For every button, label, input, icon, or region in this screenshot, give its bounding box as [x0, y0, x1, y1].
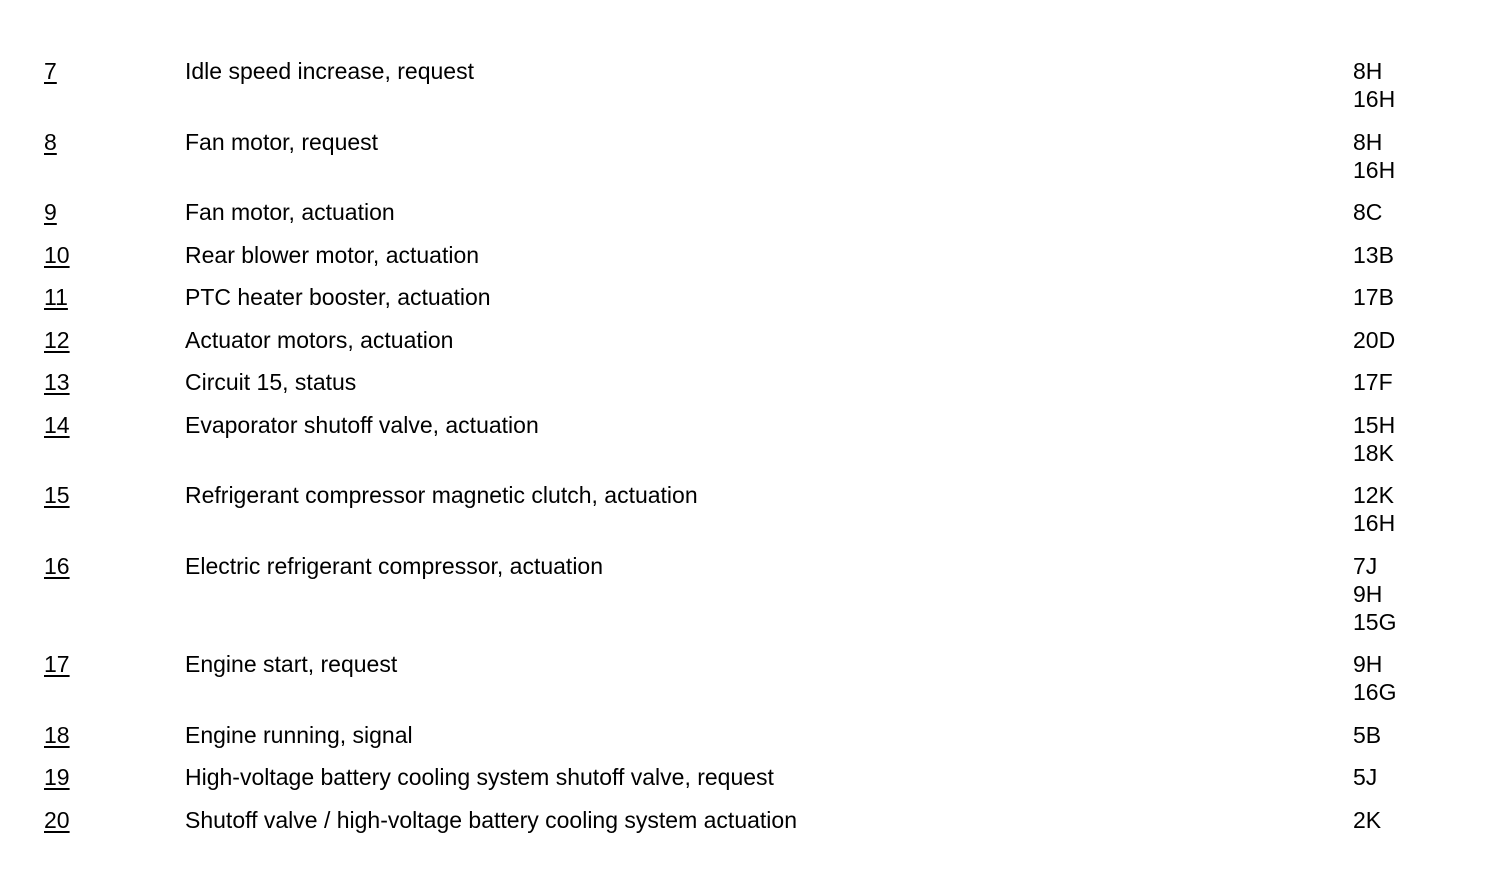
row-grid-references — [1353, 481, 1395, 537]
row-description: Idle speed increase, request — [185, 58, 474, 84]
row-number-cell — [0, 283, 185, 311]
grid-reference: 15G — [1353, 608, 1397, 635]
grid-reference: 9H — [1353, 651, 1383, 677]
row-number-cell — [0, 650, 185, 678]
row-description: Engine running, signal — [185, 721, 413, 748]
row-number-cell — [0, 57, 185, 85]
row-number-cell — [0, 721, 185, 749]
row-description: Circuit 15, status — [185, 369, 357, 395]
row-number-link[interactable]: 10 — [44, 241, 70, 268]
row-number-cell — [0, 806, 185, 834]
grid-reference: 17F — [1353, 369, 1393, 395]
row-description: Fan motor, actuation — [185, 199, 395, 225]
grid-reference: 13B — [1353, 241, 1394, 268]
grid-reference: 16H — [1353, 86, 1396, 112]
grid-reference: 18K — [1353, 439, 1394, 466]
row-number-link[interactable]: 15 — [44, 482, 70, 508]
table-row — [0, 650, 1504, 706]
legend-table — [0, 57, 1504, 848]
row-number-link[interactable]: 14 — [44, 411, 70, 438]
row-number-link[interactable]: 19 — [44, 764, 70, 790]
row-description: Engine start, request — [185, 651, 398, 677]
table-row — [0, 552, 1504, 636]
row-grid-references — [1353, 198, 1382, 226]
row-number-cell — [0, 198, 185, 226]
row-number-cell — [0, 128, 185, 156]
table-row — [0, 721, 1504, 749]
grid-reference: 8C — [1353, 199, 1383, 225]
table-row — [0, 326, 1504, 354]
table-row — [0, 57, 1504, 113]
table-row — [0, 368, 1504, 396]
row-number-cell — [0, 552, 185, 580]
row-number-cell — [0, 241, 185, 269]
row-description: PTC heater booster, actuation — [185, 284, 491, 310]
row-number-link[interactable]: 18 — [44, 721, 70, 748]
row-number-link[interactable]: 7 — [44, 58, 57, 84]
row-description: Evaporator shutoff valve, actuation — [185, 411, 539, 438]
row-description: Actuator motors, actuation — [185, 326, 454, 353]
row-grid-references — [1353, 128, 1395, 184]
row-number-link[interactable]: 16 — [44, 552, 70, 579]
row-number-cell — [0, 411, 185, 439]
grid-reference: 9H — [1353, 580, 1383, 607]
grid-reference: 7J — [1353, 552, 1378, 579]
row-grid-references — [1353, 721, 1381, 749]
row-number-cell — [0, 763, 185, 791]
grid-reference: 15H — [1353, 411, 1396, 438]
grid-reference: 2K — [1353, 806, 1382, 833]
grid-reference: 5B — [1353, 721, 1382, 748]
table-row — [0, 411, 1504, 467]
row-description: Electric refrigerant compressor, actuation — [185, 552, 604, 579]
table-row — [0, 128, 1504, 184]
row-number-link[interactable]: 20 — [44, 806, 70, 833]
table-row — [0, 241, 1504, 269]
row-description: Shutoff valve / high-voltage battery cooling system actuation — [185, 806, 797, 833]
row-number-link[interactable]: 9 — [44, 199, 57, 225]
row-description: High-voltage battery cooling system shutoff valve, request — [185, 764, 774, 790]
table-row — [0, 806, 1504, 834]
row-description: Refrigerant compressor magnetic clutch, actuation — [185, 482, 698, 508]
row-grid-references — [1353, 650, 1396, 706]
row-grid-references — [1353, 368, 1393, 396]
row-grid-references — [1353, 241, 1394, 269]
grid-reference: 16H — [1353, 510, 1396, 536]
row-grid-references — [1353, 552, 1396, 636]
table-row — [0, 198, 1504, 226]
row-description: Fan motor, request — [185, 128, 379, 155]
grid-reference: 16H — [1353, 156, 1396, 183]
row-number-link[interactable]: 13 — [44, 369, 70, 395]
row-number-link[interactable]: 8 — [44, 128, 57, 155]
row-number-link[interactable]: 11 — [44, 284, 68, 310]
row-number-cell — [0, 481, 185, 509]
row-grid-references — [1353, 411, 1395, 467]
row-grid-references — [1353, 326, 1395, 354]
table-row — [0, 763, 1504, 791]
grid-reference: 20D — [1353, 326, 1396, 353]
row-description: Rear blower motor, actuation — [185, 241, 480, 268]
row-number-link[interactable]: 17 — [44, 651, 70, 677]
table-row — [0, 481, 1504, 537]
row-grid-references — [1353, 57, 1395, 113]
grid-reference: 12K — [1353, 482, 1394, 508]
row-grid-references — [1353, 763, 1377, 791]
table-row — [0, 283, 1504, 311]
grid-reference: 5J — [1353, 764, 1378, 790]
row-number-link[interactable]: 12 — [44, 326, 70, 353]
row-grid-references — [1353, 283, 1394, 311]
row-number-cell — [0, 326, 185, 354]
grid-reference: 16G — [1353, 679, 1397, 705]
row-grid-references — [1353, 806, 1381, 834]
grid-reference: 8H — [1353, 58, 1383, 84]
row-number-cell — [0, 368, 185, 396]
grid-reference: 17B — [1353, 284, 1394, 310]
grid-reference: 8H — [1353, 128, 1383, 155]
